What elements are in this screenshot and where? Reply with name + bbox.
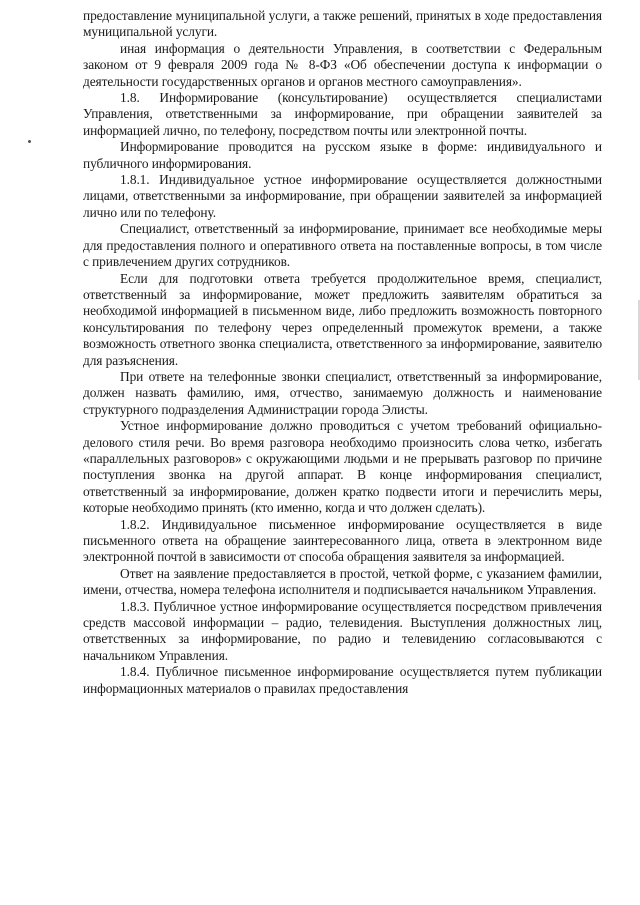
paragraph-8: При ответе на телефонные звонки специалист, ответственный за информирование, должен назвать фамилию, имя, отчество, занимаемую должность и наименование структурного подразделения Администрации города Элисты. [83,368,602,417]
paragraph-10: 1.8.2. Индивидуальное письменное информирование осуществляется в виде письменного ответа на обращение заинтересованного лица, ответа в электронном виде электронной почтой в зависимости от способа обращения заявителя за информацией. [83,516,602,565]
paragraph-11: Ответ на заявление предоставляется в простой, четкой форме, с указанием фамилии, имени, отчества, номера телефона исполнителя и подписывается начальником Управления. [83,565,602,598]
paragraph-4: Информирование проводится на русском языке в форме: индивидуального и публичного информирования. [83,139,602,171]
paragraph-6: Специалист, ответственный за информирование, принимает все необходимые меры для предоставления полного и оперативного ответа на поставленные вопросы, в том числе с привлечением других сотрудников. [83,221,602,270]
paragraph-12: 1.8.3. Публичное устное информирование осуществляется посредством привлечения средств массовой информации – радио, телевидения. Выступления должностных лиц, ответственных за информирование, по радио и телевидению согласовываются с начальником Управления. [83,598,602,663]
paragraph-1: предоставление муниципальной услуги, а также решений, принятых в ходе предоставления муниципальной услуги. [83,8,602,40]
scan-speck [28,140,31,143]
document-page [83,8,602,697]
paragraph-2: иная информация о деятельности Управления, в соответствии с Федеральным законом от 9 февраля 2009 года № 8-ФЗ «Об обеспечении доступа к информации о деятельности государственных органов и органов местного самоуправления». [83,40,602,89]
paragraph-7: Если для подготовки ответа требуется продолжительное время, специалист, ответственный за информирование, может предложить заявителям обратиться за необходимой информацией в письменном виде, либо предложить возможность повторного консультирования по телефону через определенный промежуток времени, а также возможность ответного звонка специалиста, ответственного за информирование, заявителю для разъяснения. [83,270,602,368]
paragraph-13: 1.8.4. Публичное письменное информирование осуществляется путем публикации информационных материалов о правилах предоставления [83,664,602,696]
paragraph-3: 1.8. Информирование (консультирование) осуществляется специалистами Управления, ответственными за информирование, при обращении заявителей за информацией лично, по телефону, посредством почты или электронной почты. [83,90,602,138]
paragraph-5: 1.8.1. Индивидуальное устное информирование осуществляется должностными лицами, ответственными за информирование, при обращении заявителей за информацией лично или по телефону. [83,172,602,220]
paragraph-9: Устное информирование должно проводиться с учетом требований официально-делового стиля речи. Во время разговора необходимо произносить слова четко, избегать «параллельных разговоров» с окружающими людьми и не прерывать разговор по причине поступления звонка на другой аппарат. В конце информирования специалист, ответственный за информирование, должен кратко подвести итоги и перечислить меры, которые необходимо принять (кто именно, когда и что должен сделать). [83,418,602,516]
